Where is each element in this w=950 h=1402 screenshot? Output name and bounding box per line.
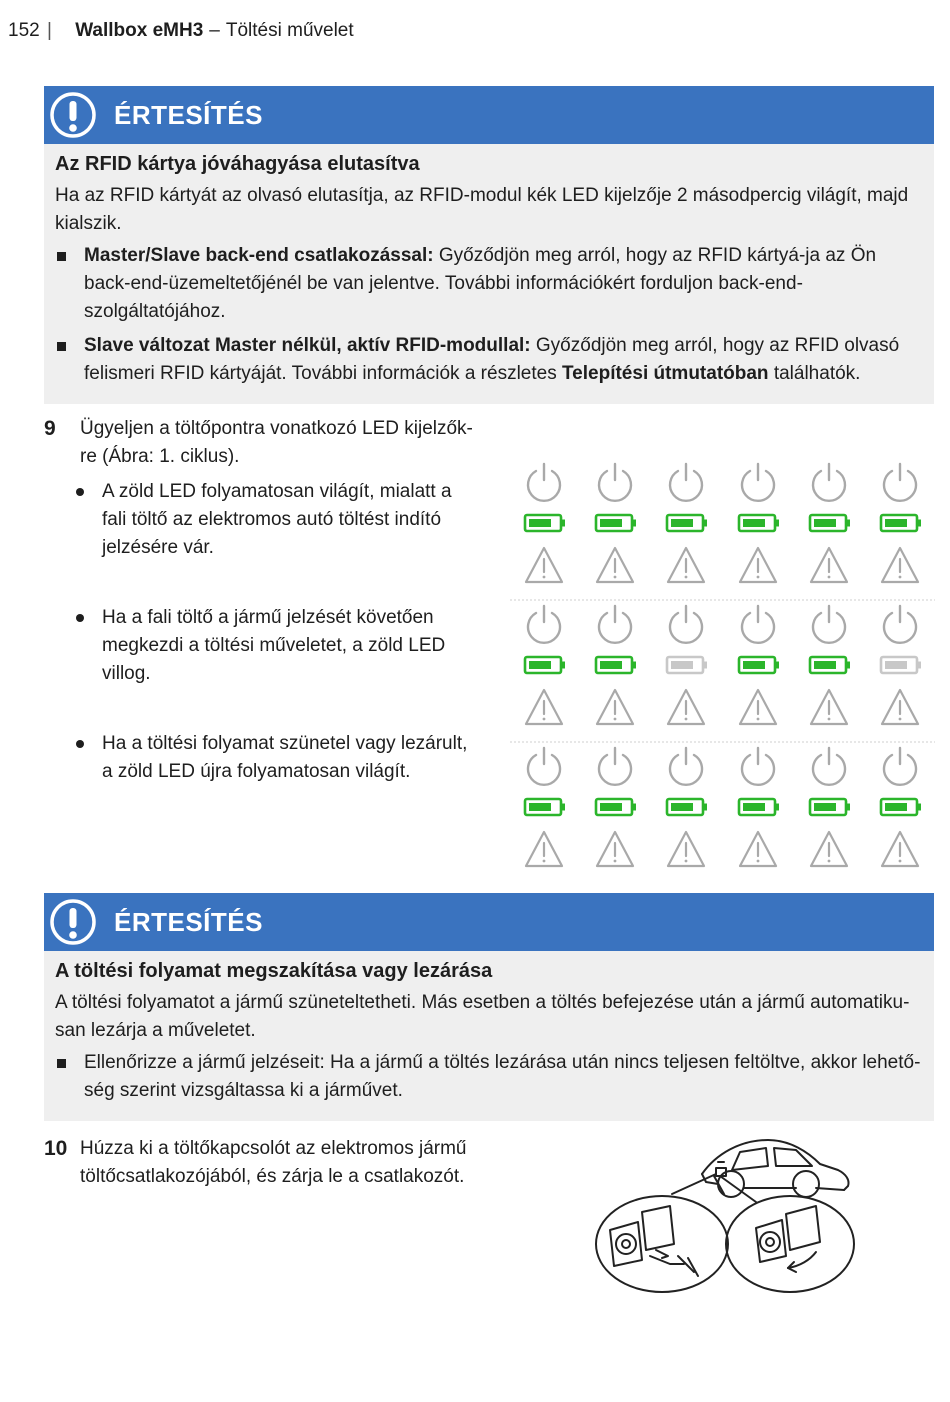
battery-led-green-icon (667, 515, 707, 531)
notice-text: Ha az RFID kártyát az olvasó elutasítja, az RFID-modul kék LED kijelzője 2 másodpercig világít, majd kialszik. (55, 185, 909, 234)
notice-title: ÉRTESÍTÉS (114, 100, 263, 130)
unplug-connector-illustration (590, 1132, 860, 1297)
step-number: 9 (44, 417, 56, 440)
warning-triangle-icon (668, 548, 704, 582)
power-icon (742, 748, 774, 785)
notice-subtitle: Az RFID kártya jóváhagyása elutasítva (55, 153, 420, 175)
warning-triangle-icon (882, 548, 918, 582)
warning-triangle-icon (740, 690, 776, 724)
warning-triangle-icon (740, 832, 776, 866)
list-item-text: Győződjön meg arról, hogy az RFID olvasó felismeri RFID kártyáját. További információk a részletes (84, 335, 900, 384)
notice-title-bar (44, 86, 934, 144)
power-icon (599, 606, 631, 643)
list-item: Ha a fali töltő a jármű jelzését követően megkezdi a töltési műveletet, a zöld LED villog. (102, 604, 477, 688)
power-icon (528, 748, 560, 785)
battery-led-green-icon (739, 515, 779, 531)
warning-triangle-icon (811, 548, 847, 582)
warning-triangle-icon (597, 690, 633, 724)
warning-triangle-icon (526, 832, 562, 866)
power-icon (670, 606, 702, 643)
power-icon (813, 464, 845, 501)
list-item-bold: Slave változat Master nélkül, aktív RFID-modullal: (84, 335, 531, 356)
battery-led-off-icon (667, 657, 707, 673)
warning-triangle-icon (882, 832, 918, 866)
power-icon (670, 464, 702, 501)
warning-triangle-icon (811, 832, 847, 866)
exclamation-circle-icon (49, 898, 97, 946)
power-icon (884, 464, 916, 501)
warning-triangle-icon (526, 690, 562, 724)
power-icon (884, 606, 916, 643)
list-item: A zöld LED folyamatosan világít, mialatt a fali töltő az elektromos autó töltést indító jelzésére vár. (102, 478, 477, 562)
power-icon (742, 464, 774, 501)
battery-led-green-icon (525, 657, 565, 673)
section-name: Töltési művelet (225, 20, 354, 41)
power-icon (599, 464, 631, 501)
battery-led-green-icon (810, 657, 850, 673)
step-text: Ügyeljen a töltőpontra vonatkozó LED kijelzők-re (Ábra: 1. ciklus). (80, 418, 473, 467)
list-item: Ellenőrizze a jármű jelzéseit: Ha a jármű a töltés lezárása után nincs teljesen feltöltve, akkor lehető-ség szerint vizsgáltassa ki a járművet. (55, 1049, 922, 1105)
battery-led-green-icon (667, 799, 707, 815)
warning-triangle-icon (597, 548, 633, 582)
battery-led-green-icon (739, 799, 779, 815)
notice-title-bar (44, 893, 934, 951)
battery-led-off-icon (881, 657, 921, 673)
battery-led-green-icon (739, 657, 779, 673)
page-number: 152 (8, 20, 40, 41)
step-number: 10 (44, 1137, 68, 1160)
power-icon (884, 748, 916, 785)
battery-led-green-icon (596, 799, 636, 815)
led-cycle-figure (510, 458, 935, 878)
notice-list (55, 1049, 922, 1105)
power-icon (528, 464, 560, 501)
power-icon (813, 748, 845, 785)
battery-led-green-icon (525, 799, 565, 815)
notice-title: ÉRTESÍTÉS (114, 907, 263, 937)
warning-triangle-icon (526, 548, 562, 582)
led-cycle-svg (510, 458, 935, 878)
notice-subtitle: A töltési folyamat megszakítása vagy lezárása (55, 960, 493, 982)
power-icon (742, 606, 774, 643)
warning-triangle-icon (882, 690, 918, 724)
notice-rfid-rejected (44, 86, 934, 404)
battery-led-green-icon (881, 515, 921, 531)
battery-led-green-icon (810, 799, 850, 815)
step-text: Húzza ki a töltőkapcsolót az elektromos jármű töltőcsatlakozójából, és zárja le a csatlakozót. (80, 1138, 467, 1187)
manual-reference: Telepítési útmutatóban (561, 363, 769, 384)
battery-led-green-icon (525, 515, 565, 531)
header-dash: – (209, 20, 220, 41)
list-item (55, 332, 922, 388)
exclamation-circle-icon (49, 91, 97, 139)
notice-list (55, 242, 922, 388)
product-name: Wallbox eMH3 (75, 20, 204, 41)
power-icon (528, 606, 560, 643)
list-item (55, 242, 922, 326)
list-item-bold: Master/Slave back-end csatlakozással: (84, 245, 434, 266)
battery-led-green-icon (596, 515, 636, 531)
warning-triangle-icon (597, 832, 633, 866)
notice-body (44, 144, 934, 404)
notice-body (44, 951, 934, 1121)
battery-led-green-icon (596, 657, 636, 673)
header-separator: | (46, 20, 52, 41)
page-header (8, 20, 354, 42)
notice-text: A töltési folyamatot a jármű szüneteltetheti. Más esetben a töltés befejezése után a jármű automatiku-san lezárja a műveletet. (55, 992, 910, 1041)
power-icon (670, 748, 702, 785)
battery-led-green-icon (881, 799, 921, 815)
warning-triangle-icon (740, 548, 776, 582)
list-item-text: Győződjön meg arról, hogy az RFID kártyá-ja az Ön back-end-üzemeltetőjénél be van jelentve. További információkért forduljon back-end-szolgáltatójához. (84, 245, 877, 322)
list-item: Ha a töltési folyamat szünetel vagy lezárult, a zöld LED újra folyamatosan világít. (102, 730, 477, 786)
warning-triangle-icon (668, 832, 704, 866)
notice-charging-interrupted (44, 893, 934, 1121)
warning-triangle-icon (811, 690, 847, 724)
list-item-text-end: találhatók. (768, 363, 861, 384)
battery-led-green-icon (810, 515, 850, 531)
power-icon (813, 606, 845, 643)
power-icon (599, 748, 631, 785)
warning-triangle-icon (668, 690, 704, 724)
